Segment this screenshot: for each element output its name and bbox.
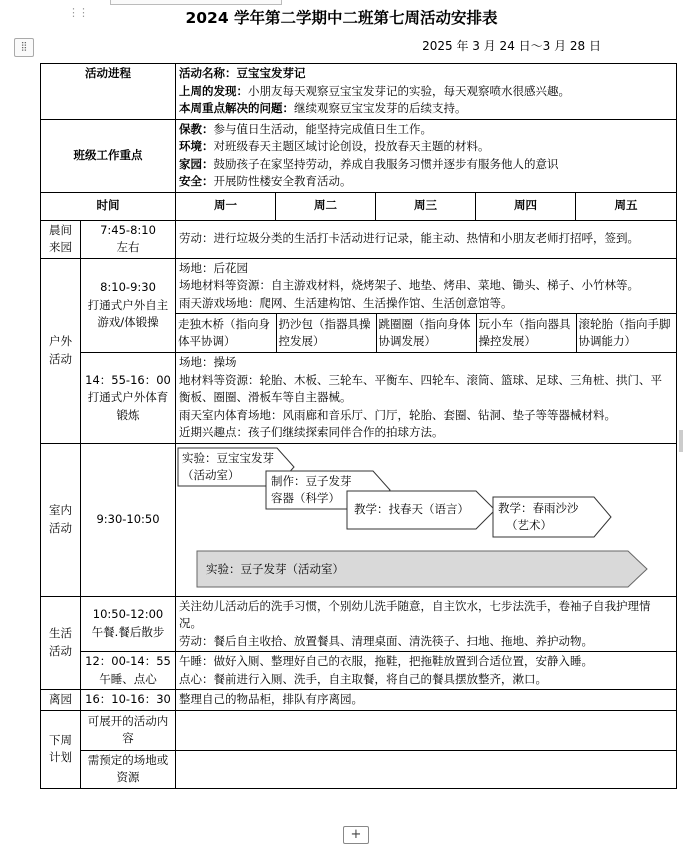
slot-time: 14：55-16：00: [85, 372, 171, 387]
activity-name-label: 活动名称：: [179, 66, 237, 80]
flow-bar-text: 实验：豆子发芽（活动室）: [206, 561, 344, 576]
header-day: 周三: [376, 192, 476, 220]
focus-key: 安全：: [179, 174, 214, 188]
flow-text: （艺术）: [506, 517, 552, 532]
scrollbar-marker[interactable]: [679, 430, 683, 452]
focus-value: 对班级春天主题区域讨论创设，投放春天主题的材料。: [213, 139, 490, 153]
daily-game: 滚轮胎（指向手脚协调能力）: [578, 317, 671, 348]
progress-label: 活动进程: [41, 64, 176, 120]
activity-name: 豆宝宝发芽记: [236, 66, 306, 80]
page-title: 2024 学年第二学期中二班第七周活动安排表: [185, 9, 498, 27]
indoor-label: 室内活动: [41, 443, 81, 596]
focus-key: 环境：: [179, 139, 214, 153]
drag-handle-icon[interactable]: ⋮⋮: [68, 6, 88, 19]
header-day: 周二: [276, 192, 376, 220]
morning-label: 晨间来园: [41, 220, 81, 258]
next-row-2: [41, 750, 677, 788]
info-line: 劳动：餐后自主收拾、放置餐具、清理桌面、清洗筷子、扫地、拖地、养护动物。: [179, 633, 593, 648]
schedule-table: [40, 63, 677, 789]
focus-value: 开展防性楼安全教育活动。: [213, 174, 352, 188]
info-line: 近期兴趣点：孩子们继续探索同伴合作的拍球方法。: [179, 425, 444, 439]
next-label: 下周计划: [41, 710, 81, 788]
slot-time: 10:50-12:00: [92, 607, 164, 622]
morning-time-value: 7:45-8:10: [100, 222, 156, 237]
life-slot1-time: [81, 596, 176, 652]
focus-key: 保教：: [179, 121, 214, 136]
add-row-button[interactable]: +: [343, 826, 369, 844]
info-line: 点心：餐前进行入厕、洗手，自主取餐，将自己的餐具摆放整齐，漱口。: [179, 671, 547, 686]
slot-name: 打通式户外体育锻炼: [87, 390, 169, 422]
header-day: 周四: [476, 192, 576, 220]
header-time: 时间: [41, 192, 176, 220]
flow-text: 容器（科学）: [271, 490, 340, 505]
focus-value: 参与值日生活动，能坚持完成值日生工作。: [213, 121, 432, 136]
discovery-text: 小朋友每天观察豆宝宝发芽记的实验，每天观察喷水很感兴趣。: [248, 83, 570, 98]
morning-time-note: 左右: [116, 240, 140, 254]
outdoor-daily-cell: [176, 314, 677, 353]
slot-name: 午睡、点心: [99, 671, 157, 686]
date-range: 2025 年 3 月 24 日～3 月 28 日: [422, 39, 601, 53]
focus-label: 班级工作重点: [41, 119, 176, 192]
next-row2-label: 需预定的场地或资源: [81, 750, 176, 788]
leave-text: 整理自己的物品柜，排队有序离园。: [176, 690, 677, 711]
progress-row: [41, 64, 677, 120]
table-move-handle-icon[interactable]: ⣿: [14, 38, 34, 57]
info-line: 午睡：做好入厕、整理好自己的衣服，拖鞋，把拖鞋放置到合适位置，安静入睡。: [179, 654, 593, 668]
info-line: 关注幼儿活动后的洗手习惯，个别幼儿洗手随意，自主饮水，七步法洗手，卷袖子自我护理情况。: [179, 598, 651, 630]
slot-name: 午餐.餐后散步: [91, 624, 165, 639]
flow-text: 实验：豆宝宝发芽: [182, 450, 274, 465]
life-slot1-info: [176, 596, 677, 652]
daily-game: 玩小车（指向器具操控发展）: [476, 314, 576, 352]
info-line: 地材料等资源：轮胎、木板、三轮车、平衡车、四轮车、滚筒、篮球、足球、三角桩、拱门、平衡板、圈圈、滑板车等自主器械。: [179, 372, 662, 404]
slot-name: 打通式户外自主游戏/体锻操: [87, 297, 169, 329]
outdoor-slot1-info: [176, 258, 677, 314]
info-line: 场地：操场: [179, 355, 237, 369]
morning-time: [81, 220, 176, 258]
indoor-row: [41, 443, 677, 596]
leave-row: [41, 690, 677, 711]
outdoor-row-1a: [41, 258, 677, 314]
life-slot2-info: [176, 652, 677, 690]
outdoor-slot2-info: [176, 353, 677, 444]
flow-arrow-3: [346, 490, 496, 530]
flow-text: 教学：找春天（语言）: [354, 501, 469, 516]
problem-label: 本周重点解决的问题：: [179, 101, 294, 115]
header-row: [41, 192, 677, 220]
daily-game: 走独木桥（指向身体平协调）: [176, 314, 276, 352]
flow-bar: [196, 550, 648, 588]
activity-flow: [176, 444, 676, 596]
flow-text: 教学：春雨沙沙: [498, 500, 579, 515]
life-label: 生活活动: [41, 596, 81, 690]
indoor-time: 9:30-10:50: [81, 443, 176, 596]
daily-games-table: [176, 314, 676, 352]
info-line: 雨天室内体育场地：风雨廊和音乐厅、门厅，轮胎、套圈、钻洞、垫子等等器械材料。: [179, 407, 616, 422]
info-line: 场地材料等资源：自主游戏材料，烧烤架子、地垫、烤串、菜地、锄头、梯子、小竹林等。: [179, 278, 639, 292]
leave-label: 离园: [41, 690, 81, 711]
life-row-1: [41, 596, 677, 652]
focus-value: 鼓励孩子在家坚持劳动，养成自我服务习惯并逐步有服务他人的意识: [213, 156, 559, 171]
next-row-1: [41, 710, 677, 750]
next-row1-content[interactable]: [176, 710, 677, 750]
life-slot2-time: [81, 652, 176, 690]
outdoor-row-2: [41, 353, 677, 444]
morning-row: [41, 220, 677, 258]
life-row-2: [41, 652, 677, 690]
daily-game: 扔沙包（指器具操控发展）: [276, 314, 376, 352]
header-day: 周一: [176, 192, 276, 220]
info-line: 雨天游戏场地：爬网、生活建构馆、生活操作馆、生活创意馆等。: [179, 295, 513, 310]
header-day: 周五: [576, 192, 677, 220]
discovery-label: 上周的发现：: [179, 83, 248, 98]
leave-time: 16：10-16：30: [81, 690, 176, 711]
indoor-flow-cell: [176, 443, 677, 596]
info-line: 场地：后花园: [179, 260, 248, 275]
focus-row: [41, 119, 677, 192]
problem-text: 继续观察豆宝宝发芽的后续支持。: [294, 101, 467, 115]
morning-text: 劳动：进行垃圾分类的生活打卡活动进行记录，能主动、热情和小朋友老师打招呼，签到。: [176, 220, 677, 258]
outdoor-label: 户外活动: [41, 258, 81, 443]
flow-text: 制作：豆子发芽: [271, 473, 352, 488]
flow-arrow-4: [492, 496, 612, 538]
daily-game: 跳圈圈（指向身体协调发展）: [376, 314, 476, 352]
next-row2-content[interactable]: [176, 750, 677, 788]
outdoor-slot2-time: [81, 353, 176, 444]
slot-time: 12：00-14：55: [85, 654, 171, 668]
outdoor-slot1-time: [81, 258, 176, 353]
top-page-edge: [110, 0, 282, 5]
flow-text: （活动室）: [182, 467, 240, 482]
progress-content: [176, 64, 677, 120]
focus-key: 家园：: [179, 156, 214, 171]
focus-content: [176, 119, 677, 192]
slot-time: 8:10-9:30: [100, 280, 156, 294]
next-row1-label: 可展开的活动内容: [81, 710, 176, 750]
